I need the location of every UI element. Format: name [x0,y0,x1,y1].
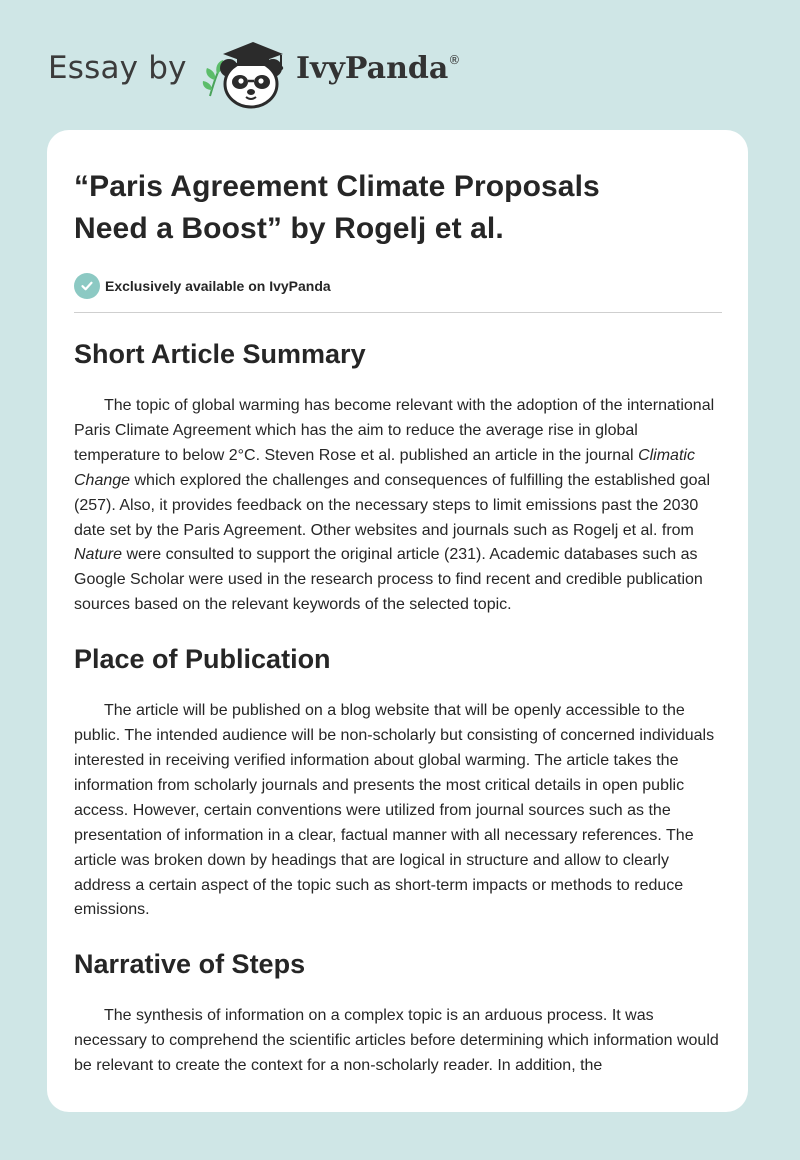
title-line-2: Need a Boost” by Rogelj et al. [74,212,504,245]
section-heading-summary: Short Article Summary [74,339,366,369]
badge-label: Exclusively available on IvyPanda [105,278,331,294]
brand-name[interactable] [296,51,460,86]
registered-mark: ® [448,53,461,67]
journal-name-nature: Nature [74,546,123,564]
section-heading-publication: Place of Publication [74,644,331,675]
check-icon [74,273,100,299]
panda-mascot-icon[interactable] [201,34,293,110]
page-title [74,166,724,250]
exclusive-badge [74,273,724,299]
document-card [47,130,748,1112]
narrative-paragraph: The synthesis of information on a complex topic is an arduous process. It was necessary to comprehend the scientific articles before determining which information would be relevant to create the context for a non-scholarly reader. In addition, the [74,1007,719,1075]
site-header [48,32,548,112]
section-heading-narrative: Narrative of Steps [74,949,306,980]
journal-name-climatic-change: Climatic Change [74,446,695,489]
title-line-1: “Paris Agreement Climate Proposals [74,170,600,203]
brand-name-text: IvyPanda [296,51,449,86]
summary-text-1: The topic of global warming has become relevant with the adoption of the international Paris Climate Agreement which has the aim to reduce the average rise in global temperature to below 2°C. Steven Rose et al. published an article in the journal [74,397,715,464]
summary-text-2: which explored the challenges and consequences of fulfilling the established goal (257). Also, it provides feedback on the necessary steps to limit emissions past the 2030 date set by the Paris Agreement. Other websites and journals such as Rogelj et al. from [74,471,710,539]
document-content [74,166,724,1079]
summary-text-3: were consulted to support the original article (231). Academic databases such as Google Scholar were used in the research process to find recent and credible publication sources based on the relevant keywords of the selected topic. [74,546,703,614]
brand-prefix: Essay by [48,50,187,86]
divider [74,312,722,313]
publication-paragraph: The article will be published on a blog website that will be openly accessible to the public. The intended audience will be non-scholarly but consisting of concerned individuals interested in receiving verified information about global warming. The article takes the information from scholarly journals and presents the most critical details in open public access. However, certain conventions were utilized from journal sources such as the presentation of information in a clear, factual manner with all necessary references. The article was broken down by headings that are logical in structure and allow to clearly address a certain aspect of the topic such as short-term impacts or methods to reduce emissions. [74,702,715,919]
summary-paragraph [74,394,722,618]
